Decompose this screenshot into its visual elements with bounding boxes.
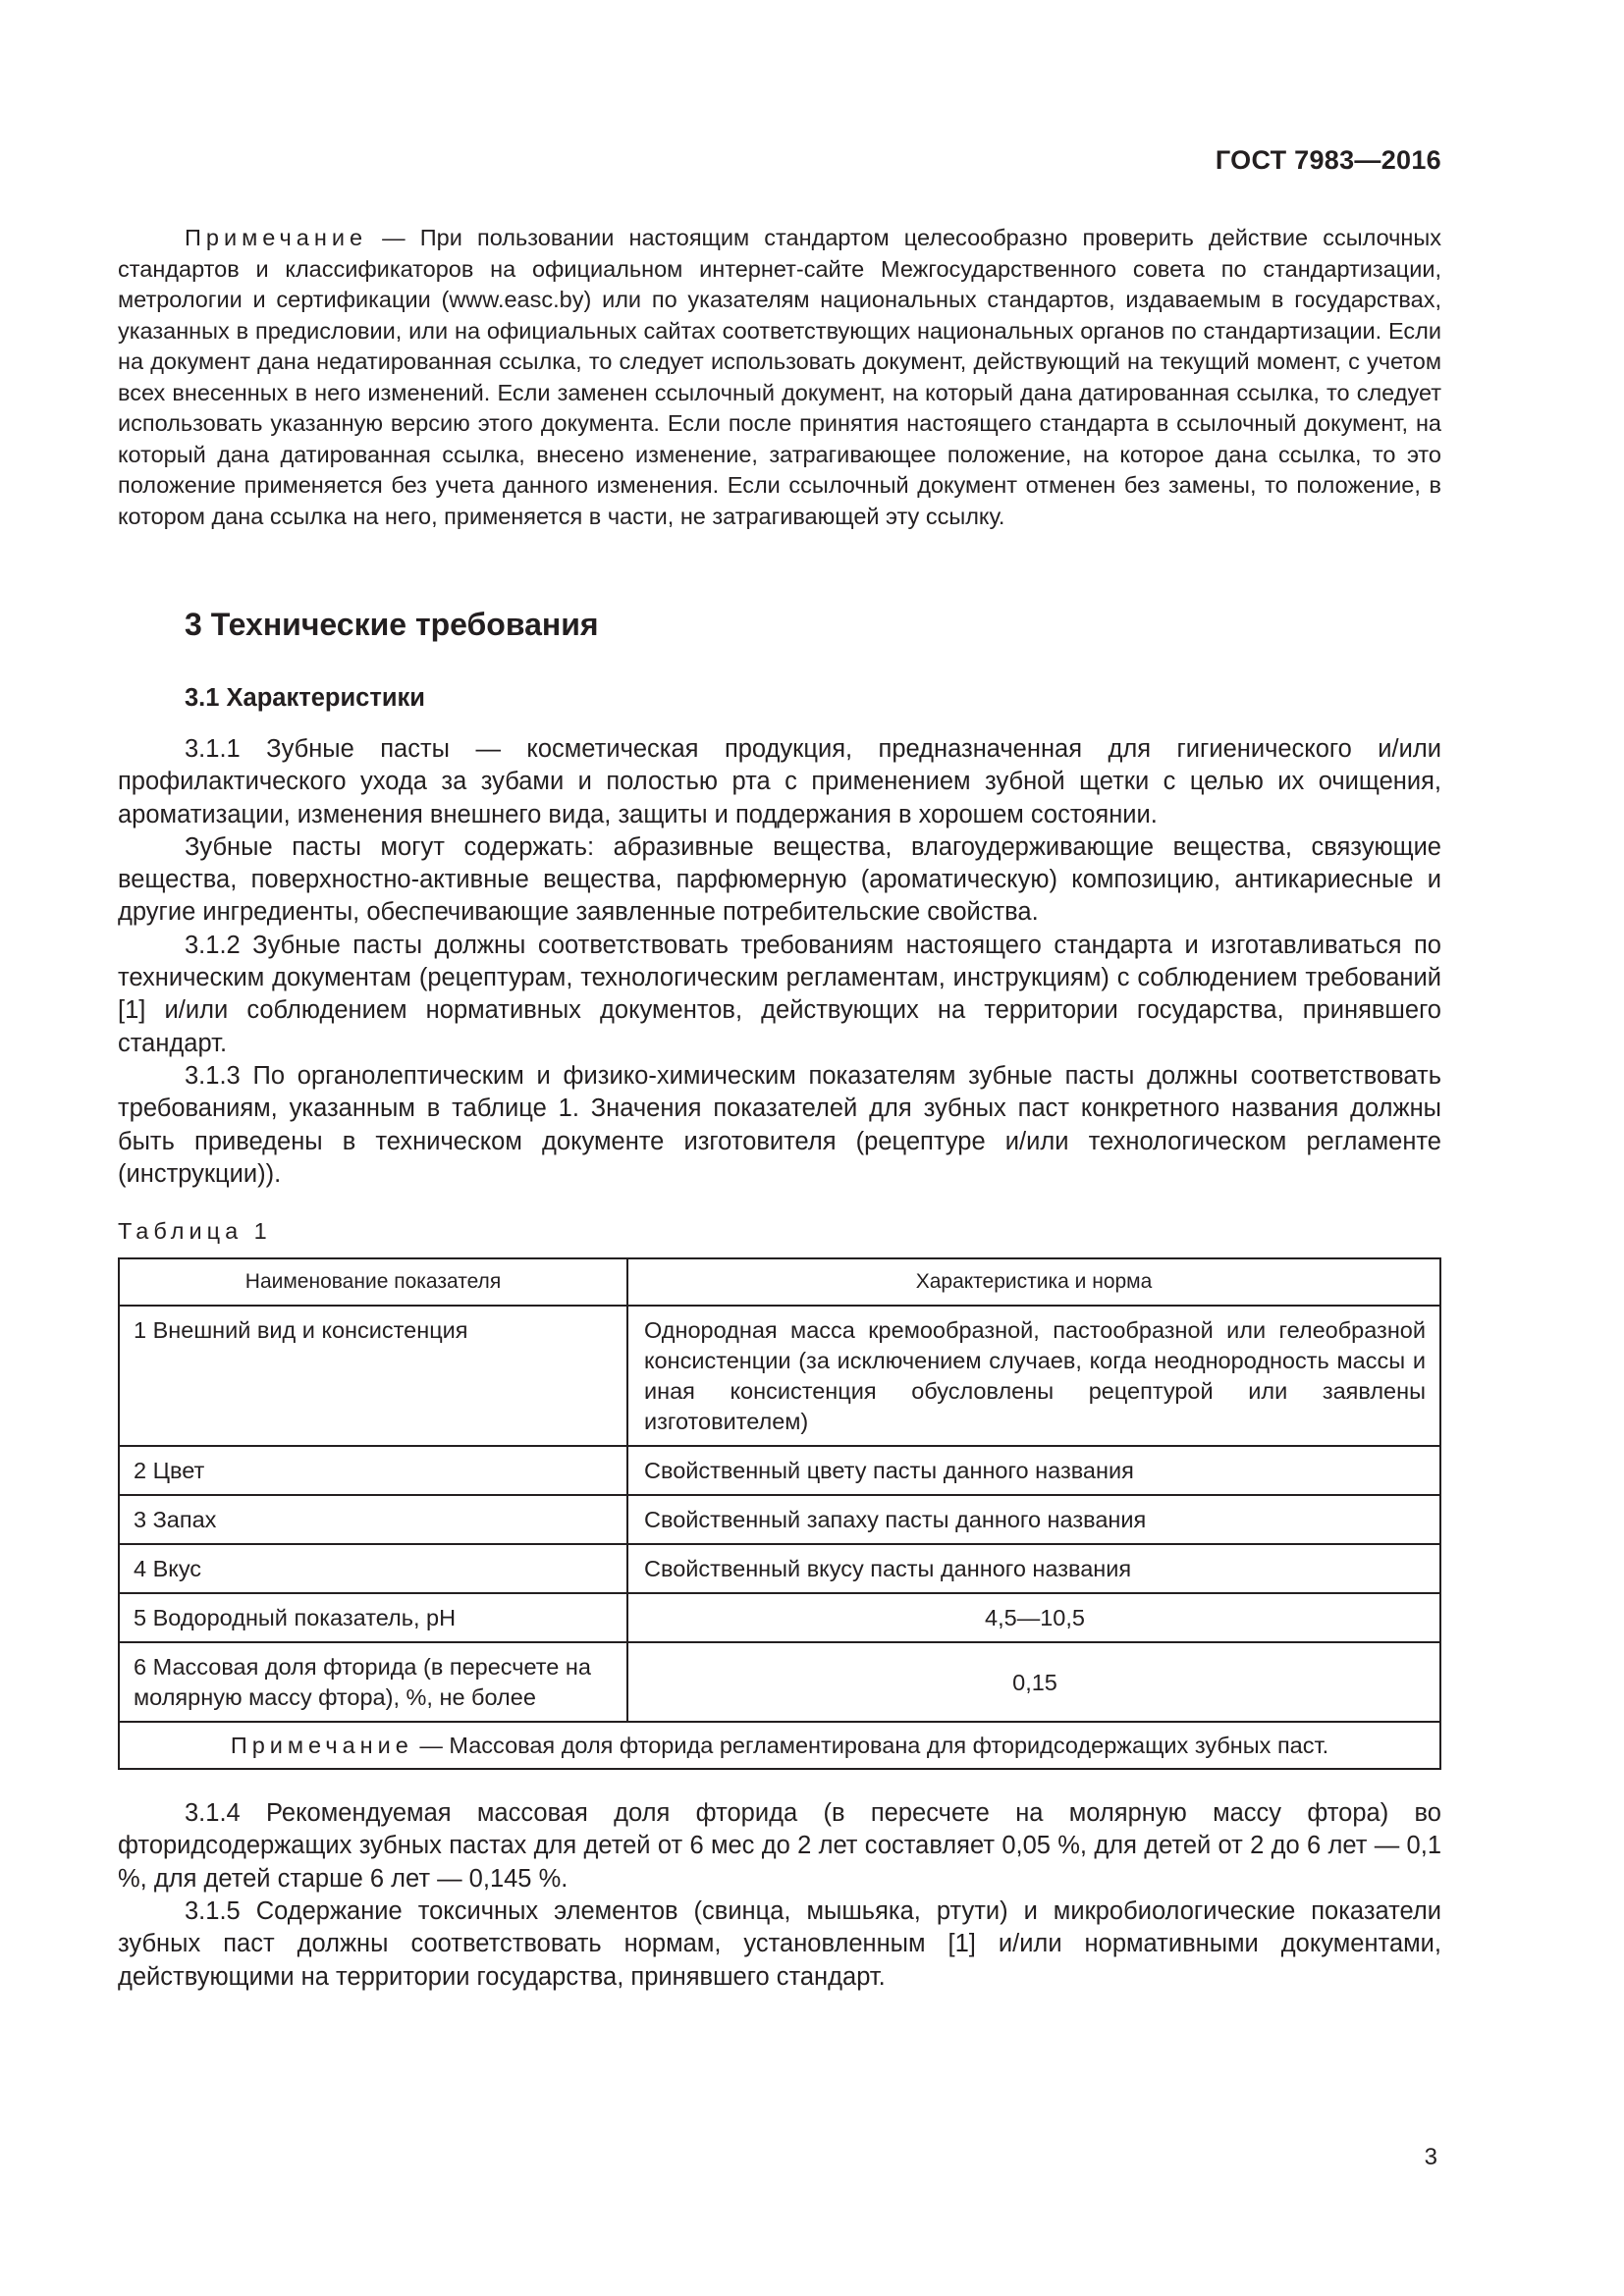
table-cell-param: 4 Вкус [119,1544,627,1593]
table-cell-param: 6 Массовая доля фторида (в пересчете на молярную массу фтора), %, не более [119,1642,627,1722]
specification-table [118,1257,1441,1770]
paragraph-3-1-1: 3.1.1 Зубные пасты — косметическая продукция, предназначенная для гигиенического и/или профилактического ухода за зубами и полостью рта с применением зубной щетки с целью их очищения, ароматизации, изменения внешнего вида, защиты и поддержания в хорошем состоянии. [118,735,1441,828]
table-row [119,1306,1440,1446]
paragraph-3-1-4: 3.1.4 Рекомендуемая массовая доля фторида (в пересчете на молярную массу фтора) во фторидсодержащих зубных пастах для детей от 6 мес до 2 лет составляет 0,05 %, для детей от 2 до 6 лет — 0,1 %, для детей старше 6 лет — 0,145 %. [118,1799,1441,1893]
table-row [119,1446,1440,1495]
table-note-text: — Массовая доля фторида регламентирована для фторидсодержащих зубных паст. [412,1733,1329,1759]
table-row [119,1593,1440,1642]
table-cell-value: 4,5—10,5 [627,1593,1440,1642]
page-number: 3 [1424,2144,1437,2170]
table-note-label: Примечание [230,1733,413,1759]
table-cell-param: 5 Водородный показатель, pH [119,1593,627,1642]
table-cell-value: Свойственный цвету пасты данного названия [627,1446,1440,1495]
subsection-title: 3.1 Характеристики [185,684,425,712]
table-header-cell: Наименование показателя [119,1258,627,1306]
section-title: 3 Технические требования [185,607,599,642]
table-cell-param: 2 Цвет [119,1446,627,1495]
table-header-cell: Характеристика и норма [627,1258,1440,1306]
note-text: — При пользовании настоящим стандартом целесообразно проверить действие ссылочных стандартов и классификаторов на официальном интернет-сайте Межгосударственного совета по стандартизации, метрологии и сертификации (www.easc.by) или по указателям национальных стандартов, издаваемым в государствах, указанных в предисловии, или на официальных сайтах соответствующих национальных органов по стандартизации. Если на документ дана недатированная ссылка, то следует использовать документ, действующий на текущий момент, с учетом всех внесенных в него изменений. Если заменен ссылочный документ, на который дана датированная ссылка, то следует использовать указанную версию этого документа. Если после принятия настоящего стандарта в ссылочный документ, на который дана датированная ссылка, внесено изменение, затрагивающее положение, на которое дана ссылка, то это положение применяется без учета данного изменения. Если ссылочный документ отменен без замены, то положение, в котором дана ссылка на него, применяется в части, не затрагивающей эту ссылку. [118,225,1441,529]
paragraph-3-1-3: 3.1.3 По органолептическим и физико-химическим показателям зубные пасты должны соответствовать требованиям, указанным в таблице 1. Значения показателей для зубных паст конкретного названия должны быть приведены в техническом документе изготовителя (рецептуре и/или технологическом регламенте (инструкции)). [118,1061,1441,1188]
table-note [119,1722,1440,1769]
doc-code: ГОСТ 7983—2016 [1215,145,1441,175]
page-content [118,223,1441,1994]
paragraph-3-1-5: 3.1.5 Содержание токсичных элементов (свинца, мышьяка, ртути) и микробиологические показатели зубных паст должны соответствовать нормам, установленным [1] и/или нормативными документами, действующими на территории государства, принявшего стандарт. [118,1897,1441,1991]
table-cell-value: 0,15 [627,1642,1440,1722]
table-cell-param: 3 Запах [119,1495,627,1544]
table-row [119,1495,1440,1544]
note-label: Примечание [185,225,368,250]
paragraph-3-1-2: 3.1.2 Зубные пасты должны соответствовать требованиям настоящего стандарта и изготавливаться по техническим документам (рецептурам, технологическим регламентам, инструкциям) с соблюдением требований [1] и/или соблюдением нормативных документов, действующих на территории государства, принявшего стандарт. [118,931,1441,1057]
references-note [118,223,1441,532]
table-caption: Таблица 1 [118,1218,272,1245]
paragraph-3-1-1-composition: Зубные пасты могут содержать: абразивные вещества, влагоудерживающие вещества, связующие вещества, поверхностно-активные вещества, парфюмерную (ароматическую) композицию, антикариесные и другие ингредиенты, обеспечивающие заявленные потребительские свойства. [118,832,1441,927]
table-header-row [119,1258,1440,1306]
table-cell-value: Свойственный вкусу пасты данного названия [627,1544,1440,1593]
table-cell-value: Свойственный запаху пасты данного названия [627,1495,1440,1544]
table-cell-value: Однородная масса кремообразной, пастообразной или гелеобразной консистенции (за исключением случаев, когда неоднородность массы и иная консистенция обусловлены рецептурой или заявлены изготовителем) [627,1306,1440,1446]
table-row [119,1642,1440,1722]
table-note-row [119,1722,1440,1769]
table-row [119,1544,1440,1593]
table-cell-param: 1 Внешний вид и консистенция [119,1306,627,1446]
